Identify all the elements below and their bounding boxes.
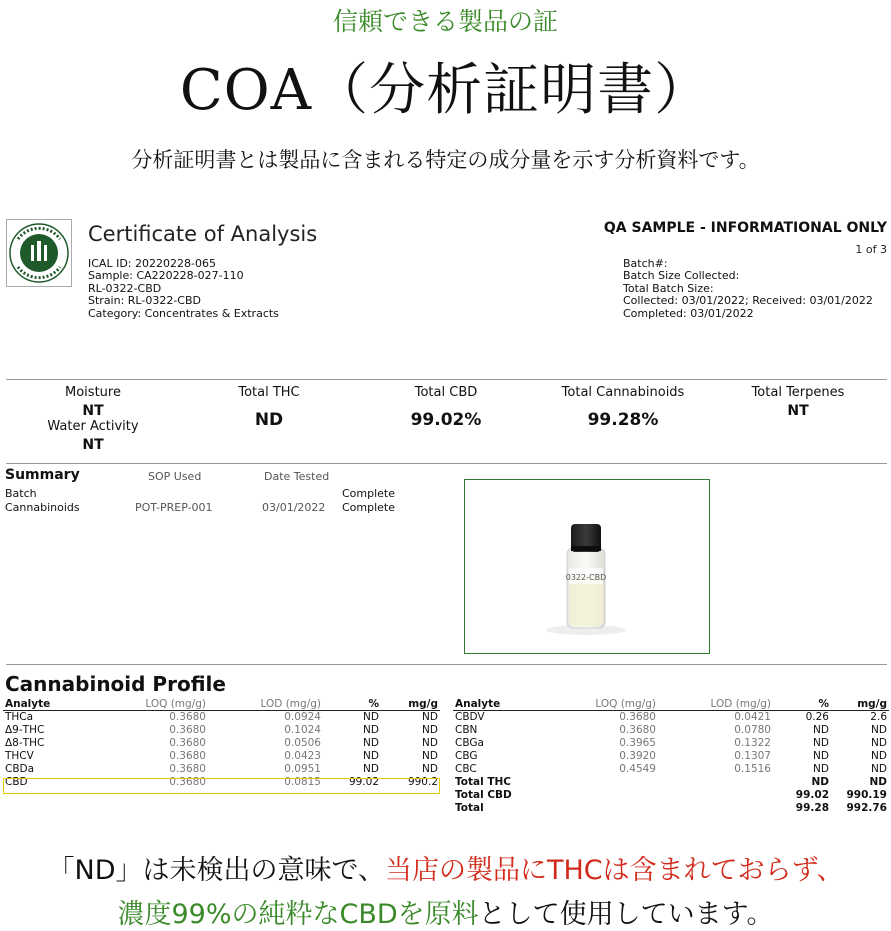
lod-cell: 0.0506 bbox=[284, 737, 321, 749]
lod-cell: 0.0780 bbox=[734, 724, 771, 736]
table-row bbox=[453, 724, 889, 737]
col-lod: LOD (mg/g) bbox=[208, 699, 323, 711]
total-row bbox=[453, 802, 889, 815]
total-label: Total CBD bbox=[455, 789, 512, 801]
total-label: Total THC bbox=[455, 776, 511, 788]
empty-cell bbox=[563, 789, 658, 802]
moisture-label: Moisture bbox=[65, 385, 121, 400]
mgg-cell: 990.19 bbox=[846, 789, 887, 801]
cannabinoid-profile-title: Cannabinoid Profile bbox=[5, 672, 226, 696]
strain: Strain: RL-0322-CBD bbox=[88, 294, 201, 308]
loq-cell: 0.3680 bbox=[619, 711, 656, 723]
empty-cell bbox=[563, 776, 658, 789]
table-row bbox=[453, 737, 889, 750]
analyte-cell: CBDV bbox=[455, 711, 485, 723]
analyte-cell: Δ9-THC bbox=[5, 724, 45, 736]
analyte-cell: CBG bbox=[455, 750, 478, 762]
loq-cell: 0.3680 bbox=[169, 737, 206, 749]
page-subtitle: 分析証明書とは製品に含まれる特定の成分量を示す分析資料です。 bbox=[131, 148, 760, 172]
table-row bbox=[3, 737, 440, 750]
total-cannabinoids-value: 99.28% bbox=[587, 410, 659, 430]
percent-cell: ND bbox=[813, 724, 829, 736]
analyte-cell: Δ8-THC bbox=[5, 737, 45, 749]
stat-total-cannabinoids bbox=[548, 385, 698, 430]
ical-id: ICAL ID: 20220228-065 bbox=[88, 257, 216, 270]
percent-cell: ND bbox=[813, 750, 829, 762]
pure-cbd-claim: 濃度99%の純粋なCBDを原料 bbox=[117, 899, 479, 930]
analyte-cell: CBN bbox=[455, 724, 478, 736]
summary-row-name: Cannabinoids bbox=[5, 501, 80, 514]
table-row bbox=[3, 724, 440, 737]
col-percent: % bbox=[773, 699, 831, 711]
loq-cell: 0.3680 bbox=[169, 750, 206, 762]
mgg-cell: 992.76 bbox=[846, 802, 887, 814]
mgg-cell: 990.2 bbox=[407, 776, 438, 788]
analyte-cell: THCV bbox=[5, 750, 34, 762]
total-label: Total bbox=[455, 802, 484, 814]
total-thc-value: ND bbox=[254, 410, 284, 430]
col-loq: LOQ (mg/g) bbox=[563, 699, 658, 711]
summary-row-sop: POT-PREP-001 bbox=[135, 501, 213, 514]
batch-number: Batch#: bbox=[623, 257, 668, 270]
page-title: COA（分析証明書） bbox=[179, 58, 712, 123]
analyte-cell: CBC bbox=[455, 763, 477, 775]
percent-cell: 99.28 bbox=[795, 802, 829, 814]
certificate-title: Certificate of Analysis bbox=[88, 222, 318, 246]
stat-total-terpenes bbox=[734, 385, 862, 419]
qa-sample-label: QA SAMPLE - INFORMATIONAL ONLY bbox=[603, 220, 887, 236]
col-analyte: Analyte bbox=[3, 699, 113, 711]
lod-cell: 0.0815 bbox=[284, 776, 321, 788]
moisture-value: NT bbox=[82, 403, 104, 419]
mgg-cell: ND bbox=[422, 724, 438, 736]
total-cbd-label: Total CBD bbox=[414, 385, 478, 400]
sample-code: RL-0322-CBD bbox=[88, 281, 162, 295]
loq-cell: 0.3920 bbox=[619, 750, 656, 762]
mgg-cell: ND bbox=[869, 776, 887, 788]
loq-cell: 0.3680 bbox=[169, 763, 206, 775]
lab-logo bbox=[6, 219, 72, 287]
analyte-cell: CBD bbox=[5, 776, 28, 788]
vial-label: 0322-CBD bbox=[565, 573, 607, 582]
table-row bbox=[453, 711, 889, 725]
mgg-cell: ND bbox=[422, 750, 438, 762]
summary-row-date: 03/01/2022 bbox=[262, 501, 326, 514]
loq-cell: 0.4549 bbox=[619, 763, 656, 775]
mgg-cell: ND bbox=[871, 724, 887, 736]
lod-cell: 0.0951 bbox=[284, 763, 321, 775]
empty-cell bbox=[563, 802, 658, 815]
nd-explanation: 「ND」は未検出の意味で、 bbox=[47, 855, 385, 886]
col-analyte: Analyte bbox=[453, 699, 563, 711]
loq-cell: 0.3680 bbox=[169, 724, 206, 736]
batch-meta bbox=[623, 258, 873, 320]
divider bbox=[6, 664, 887, 665]
col-lod: LOD (mg/g) bbox=[658, 699, 773, 711]
summary-col-date: Date Tested bbox=[264, 470, 330, 483]
lod-cell: 0.0423 bbox=[284, 750, 321, 762]
percent-cell: ND bbox=[363, 711, 379, 723]
lod-cell: 0.0421 bbox=[734, 711, 771, 723]
total-thc-label: Total THC bbox=[238, 385, 300, 400]
footer-line-1 bbox=[0, 848, 891, 887]
analyte-cell: CBDa bbox=[5, 763, 35, 775]
table-row bbox=[3, 711, 440, 725]
sample-photo bbox=[464, 479, 710, 654]
total-row bbox=[453, 789, 889, 802]
divider bbox=[6, 463, 887, 464]
usage-note: として使用しています。 bbox=[478, 899, 774, 930]
lod-cell: 0.1516 bbox=[734, 763, 771, 775]
percent-cell: ND bbox=[363, 737, 379, 749]
total-row bbox=[453, 776, 889, 789]
percent-cell: 0.26 bbox=[805, 711, 829, 723]
total-cannabinoids-label: Total Cannabinoids bbox=[561, 385, 685, 400]
collected-received: Collected: 03/01/2022; Received: 03/01/2022 bbox=[623, 294, 873, 308]
percent-cell: 99.02 bbox=[348, 776, 379, 788]
empty-cell bbox=[658, 789, 773, 802]
cannabinoid-table-left bbox=[3, 699, 440, 789]
mgg-cell: ND bbox=[871, 737, 887, 749]
sample-meta bbox=[88, 258, 279, 320]
total-cbd-value: 99.02% bbox=[410, 410, 482, 430]
stat-total-cbd bbox=[382, 385, 510, 430]
water-activity-label: Water Activity bbox=[47, 419, 139, 434]
mgg-cell: ND bbox=[422, 711, 438, 723]
lod-cell: 0.1024 bbox=[284, 724, 321, 736]
percent-cell: ND bbox=[811, 776, 829, 788]
percent-cell: ND bbox=[813, 737, 829, 749]
divider bbox=[6, 379, 887, 380]
percent-cell: ND bbox=[363, 724, 379, 736]
analyte-cell: THCa bbox=[5, 711, 34, 723]
total-terpenes-value: NT bbox=[787, 403, 809, 419]
cbd-row-highlight bbox=[3, 778, 440, 794]
table-row bbox=[3, 750, 440, 763]
total-batch-size: Total Batch Size: bbox=[623, 281, 714, 295]
table-row bbox=[453, 750, 889, 763]
sample-id: Sample: CA220228-027-110 bbox=[88, 269, 244, 283]
table-row bbox=[453, 763, 889, 776]
summary-row-status: Complete bbox=[342, 501, 396, 514]
empty-cell bbox=[658, 776, 773, 789]
summary-row-status: Complete bbox=[342, 487, 396, 500]
mgg-cell: ND bbox=[422, 737, 438, 749]
footer-line-2 bbox=[0, 892, 891, 931]
loq-cell: 0.3965 bbox=[619, 737, 656, 749]
mgg-cell: 2.6 bbox=[870, 711, 887, 723]
percent-cell: 99.02 bbox=[795, 789, 829, 801]
col-percent: % bbox=[323, 699, 381, 711]
stat-total-thc bbox=[205, 385, 333, 430]
col-mgg: mg/g bbox=[831, 699, 889, 711]
loq-cell: 0.3680 bbox=[169, 711, 206, 723]
page-number: 1 of 3 bbox=[855, 243, 887, 256]
lod-cell: 0.0924 bbox=[284, 711, 321, 723]
stat-moisture bbox=[30, 385, 156, 453]
total-terpenes-label: Total Terpenes bbox=[751, 385, 845, 400]
percent-cell: ND bbox=[363, 750, 379, 762]
mgg-cell: ND bbox=[871, 750, 887, 762]
col-mgg: mg/g bbox=[381, 699, 440, 711]
percent-cell: ND bbox=[813, 763, 829, 775]
completed-date: Completed: 03/01/2022 bbox=[623, 306, 754, 320]
lod-cell: 0.1322 bbox=[734, 737, 771, 749]
lod-cell: 0.1307 bbox=[734, 750, 771, 762]
table-row bbox=[3, 763, 440, 776]
batch-size-collected: Batch Size Collected: bbox=[623, 269, 740, 283]
percent-cell: ND bbox=[363, 763, 379, 775]
summary-col-sop: SOP Used bbox=[148, 470, 202, 483]
empty-cell bbox=[658, 802, 773, 815]
mgg-cell: ND bbox=[422, 763, 438, 775]
analyte-cell: CBGa bbox=[455, 737, 484, 749]
cannabinoid-table-right bbox=[453, 699, 889, 815]
summary-title: Summary bbox=[5, 467, 80, 483]
tagline: 信頼できる製品の証 bbox=[332, 7, 558, 36]
loq-cell: 0.3680 bbox=[169, 776, 206, 788]
summary-row-name: Batch bbox=[5, 487, 37, 500]
mgg-cell: ND bbox=[871, 763, 887, 775]
no-thc-claim: 当店の製品にTHCは含まれておらず、 bbox=[384, 855, 844, 886]
loq-cell: 0.3680 bbox=[619, 724, 656, 736]
col-loq: LOQ (mg/g) bbox=[113, 699, 208, 711]
water-activity-value: NT bbox=[82, 437, 104, 453]
category: Category: Concentrates & Extracts bbox=[88, 306, 279, 320]
